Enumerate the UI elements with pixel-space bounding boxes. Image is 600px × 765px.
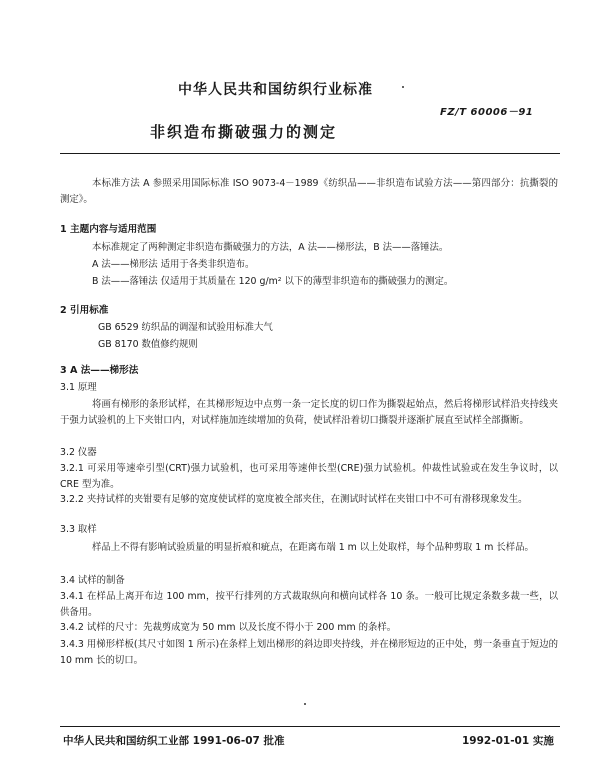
intro-paragraph: 本标准方法 A 参照采用国际标准 ISO 9073-4－1989《纺织品——非织造布试验方法——第四部分：抗撕裂的测定》。: [60, 178, 558, 205]
section-3-4-3-text: 3.4.3 用梯形样板(其尺寸如图 1 所示)在条样上划出梯形的斜边即夹持线，并在梯形短边的正中处，剪一条垂直于短边的 10 mm 长的切口。: [60, 639, 558, 666]
footer-effective: 1992-01-01 实施: [462, 735, 554, 747]
scan-speck: [402, 86, 404, 88]
section-2-ref-1: GB 6529 纺织品的调湿和试验用标准大气: [98, 322, 273, 333]
section-3-2-heading: 3.2 仪器: [60, 447, 97, 458]
section-3-3-heading: 3.3 取样: [60, 524, 97, 535]
section-3-4-heading: 3.4 试样的制备: [60, 575, 125, 586]
section-3-heading: 3 A 法——梯形法: [60, 365, 139, 376]
footer-approved: 中华人民共和国纺织工业部 1991-06-07 批准: [63, 735, 285, 747]
header-rule: [60, 153, 560, 154]
standard-organization: 中华人民共和国纺织行业标准: [178, 82, 373, 98]
section-3-4-1-text: 3.4.1 在样品上离开布边 100 mm，按平行排列的方式裁取纵向和横向试样各 10 条。一般可比规定条数多裁一些，以供备用。: [60, 591, 558, 618]
footer-rule: [60, 726, 560, 727]
scan-speck: [304, 703, 306, 705]
section-3-1-heading: 3.1 原理: [60, 382, 97, 393]
section-3-2-1-text: 3.2.1 可采用等速牵引型(CRT)强力试验机，也可采用等速伸长型(CRE)强力试验机。仲裁性试验或在发生争议时，以 CRE 型为准。: [60, 463, 558, 490]
section-1-para-2: A 法——梯形法 适用于各类非织造布。: [92, 259, 255, 270]
section-2-heading: 2 引用标准: [60, 305, 109, 316]
section-2-ref-2: GB 8170 数值修约规则: [98, 339, 198, 350]
section-3-4-2-text: 3.4.2 试样的尺寸：先裁剪成宽为 50 mm 以及长度不得小于 200 mm 的条样。: [60, 622, 397, 633]
standard-code: FZ/T 60006－91: [440, 107, 534, 118]
section-3-1-text: 将画有梯形的条形试样，在其梯形短边中点剪一条一定长度的切口作为撕裂起始点，然后将梯形试样沿夹持线夹于强力试验机的上下夹钳口内，对试样施加连续增加的负荷，使试样沿着切口撕裂并逐渐扩展直至试样全部撕断。: [60, 399, 558, 426]
section-1-para-3: B 法——落锤法 仅适用于其质量在 120 g/m² 以下的薄型非织造布的撕破强力的测定。: [92, 276, 454, 287]
page-title: 非织造布撕破强力的测定: [150, 123, 338, 141]
section-3-3-text: 样品上不得有影响试验质量的明显折痕和疵点，在距离布端 1 m 以上处取样，每个品种剪取 1 m 长样品。: [92, 542, 534, 553]
section-1-heading: 1 主题内容与适用范围: [60, 224, 157, 235]
section-3-2-2-text: 3.2.2 夹持试样的夹钳要有足够的宽度使试样的宽度被全部夹住，在测试时试样在夹钳口中不可有滑移现象发生。: [60, 494, 528, 505]
section-1-para-1: 本标准规定了两种测定非织造布撕破强力的方法，A 法——梯形法，B 法——落锤法。: [92, 242, 449, 253]
